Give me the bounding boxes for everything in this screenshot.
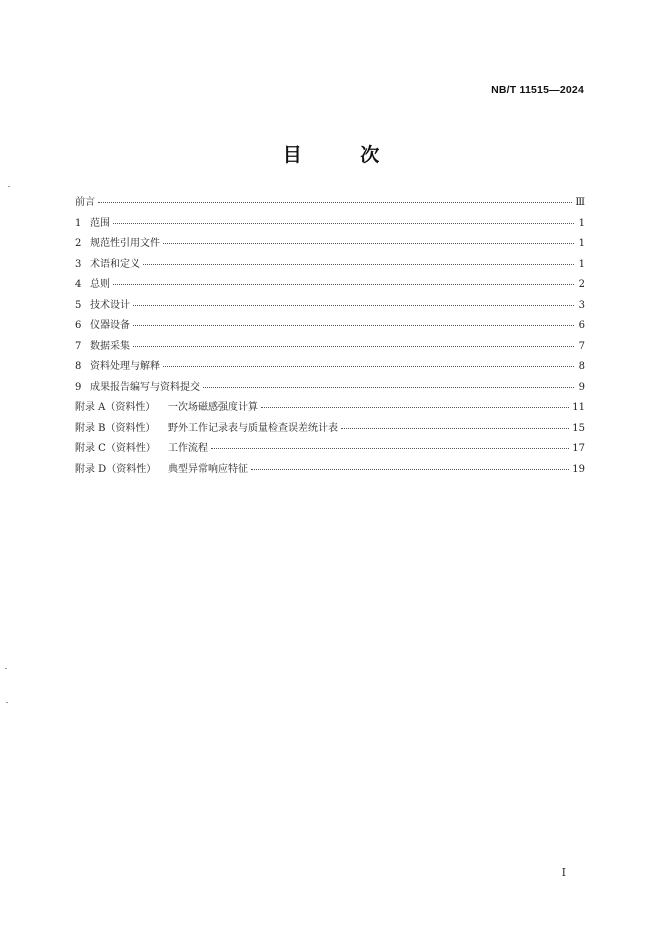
toc-entry-page: 3	[578, 299, 585, 311]
dot-leader	[133, 345, 574, 347]
toc-entry-9[interactable]	[75, 381, 585, 402]
toc-entry-6[interactable]	[75, 319, 585, 340]
dot-leader	[163, 242, 574, 244]
toc-entry-appendix-c[interactable]	[75, 442, 585, 463]
dot-leader	[113, 283, 574, 285]
toc-entry-label: 数据采集	[90, 340, 130, 352]
toc-entry-2[interactable]	[75, 237, 585, 258]
toc-entry-1[interactable]	[75, 217, 585, 238]
toc-entry-number: 9	[75, 381, 82, 393]
toc-title: 目 次	[282, 144, 406, 166]
toc-entry-appendix-a[interactable]	[75, 401, 585, 422]
dot-leader	[163, 365, 574, 367]
toc-entry-label: 规范性引用文件	[90, 238, 160, 249]
scan-speck	[5, 668, 7, 669]
toc-entry-label: 工作流程	[168, 443, 208, 454]
toc-entry-page: 2	[578, 279, 585, 290]
dot-leader	[143, 263, 574, 265]
toc-entry-page: 1	[578, 238, 585, 249]
toc-entry-page: 15	[572, 422, 585, 434]
toc-entry-7[interactable]	[75, 340, 585, 361]
dot-leader	[203, 386, 574, 388]
toc-entry-number: 2	[75, 238, 82, 249]
toc-entry-label: 一次场磁感强度计算	[168, 402, 258, 413]
table-of-contents	[75, 196, 585, 483]
toc-entry-page: 1	[578, 217, 585, 229]
standard-code: NB/T 11515—2024	[491, 84, 584, 96]
dot-leader	[98, 201, 572, 203]
toc-entry-appendix-d[interactable]	[75, 463, 585, 484]
toc-entry-number: 7	[75, 340, 82, 352]
toc-entry-page: 17	[572, 443, 585, 454]
toc-entry-4[interactable]	[75, 278, 585, 299]
dot-leader	[133, 304, 574, 306]
toc-entry-number: 4	[75, 279, 82, 290]
appendix-prefix: 附录 C（资料性）	[75, 443, 156, 454]
dot-leader	[261, 406, 569, 408]
toc-entry-number: 3	[75, 258, 82, 270]
toc-entry-label: 范围	[90, 217, 110, 229]
dot-leader	[251, 468, 569, 470]
toc-entry-page: Ⅲ	[575, 197, 585, 208]
dot-leader	[341, 427, 569, 429]
toc-entry-5[interactable]	[75, 299, 585, 320]
toc-entry-label: 野外工作记录表与质量检查误差统计表	[168, 422, 338, 434]
toc-entry-page: 7	[578, 340, 585, 352]
toc-entry-number: 6	[75, 320, 82, 331]
toc-entry-page: 9	[578, 381, 585, 393]
toc-entry-label: 仪器设备	[90, 320, 130, 331]
dot-leader	[133, 324, 574, 326]
dot-leader	[211, 447, 569, 449]
toc-entry-3[interactable]	[75, 258, 585, 279]
toc-entry-foreword[interactable]	[75, 196, 585, 217]
toc-entry-label: 典型异常响应特征	[168, 463, 248, 475]
scan-speck	[8, 186, 10, 187]
page-number: I	[561, 866, 566, 879]
toc-entry-label: 前言	[75, 197, 95, 208]
toc-entry-label: 术语和定义	[90, 258, 140, 270]
toc-entry-page: 8	[578, 361, 585, 372]
toc-entry-number: 1	[75, 217, 82, 229]
toc-entry-page: 11	[572, 402, 585, 413]
toc-entry-number: 5	[75, 299, 82, 311]
toc-entry-page: 6	[578, 320, 585, 331]
toc-entry-page: 1	[578, 258, 585, 270]
appendix-prefix: 附录 A（资料性）	[75, 402, 156, 413]
toc-entry-8[interactable]	[75, 360, 585, 381]
toc-entry-label: 资料处理与解释	[90, 361, 160, 372]
toc-entry-page: 19	[572, 463, 585, 475]
appendix-prefix: 附录 D（资料性）	[75, 463, 157, 475]
toc-entry-appendix-b[interactable]	[75, 422, 585, 443]
appendix-prefix: 附录 B（资料性）	[75, 422, 156, 434]
toc-entry-label: 成果报告编写与资料提交	[90, 381, 200, 393]
toc-entry-label: 总则	[90, 279, 110, 290]
toc-entry-number: 8	[75, 361, 82, 372]
scan-speck	[6, 702, 8, 703]
dot-leader	[113, 222, 574, 224]
toc-entry-label: 技术设计	[90, 299, 130, 311]
